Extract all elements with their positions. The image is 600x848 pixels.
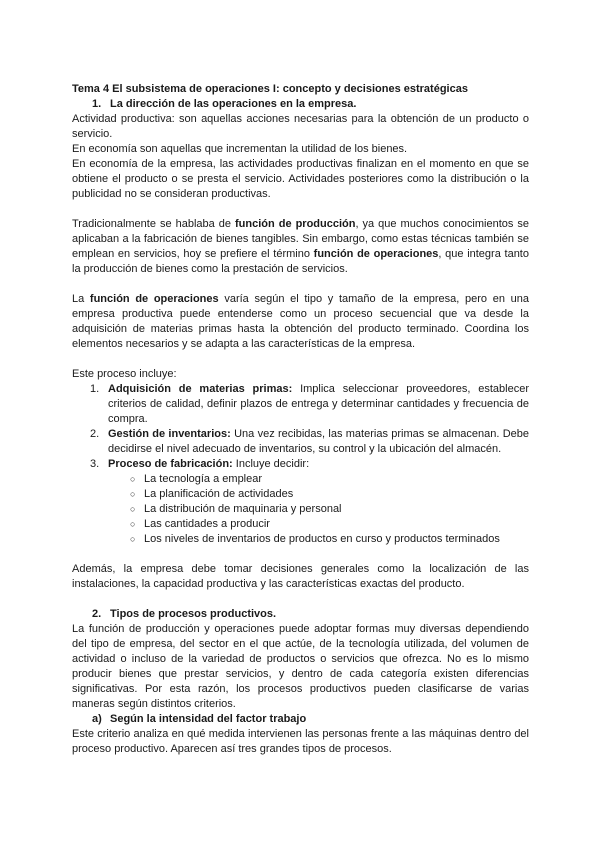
list-item-text: Los niveles de inventarios de productos en curso y productos terminados <box>144 533 500 545</box>
list-item <box>72 382 529 427</box>
section-1-title: La dirección de las operaciones en la empresa. <box>110 98 357 110</box>
list-item <box>72 457 529 472</box>
step-label: Gestión de inventarios: <box>108 428 231 440</box>
list-item <box>72 532 529 547</box>
subsection-a-heading <box>72 712 529 727</box>
process-steps-list <box>72 382 529 472</box>
section-2-heading <box>72 607 529 622</box>
section-2-number: 2. <box>92 608 102 620</box>
list-item <box>72 517 529 532</box>
list-item-text: La distribución de maquinaria y personal <box>144 503 342 515</box>
bold-term: función de operaciones <box>313 248 439 260</box>
circle-bullet-icon: ○ <box>130 489 136 499</box>
list-item <box>72 487 529 502</box>
step-text: Una vez recibidas, las materias primas se almacenan. Debe decidirse el nivel adecuado de inventarios, su control y la ubicación del almacén. <box>108 428 529 455</box>
paragraph-operations-function <box>72 292 529 352</box>
list-item <box>72 472 529 487</box>
circle-bullet-icon: ○ <box>130 504 136 514</box>
step-label: Proceso de fabricación: <box>108 458 233 470</box>
paragraph-process-types: La función de producción y operaciones puede adoptar formas muy diversas dependiendo del tipo de empresa, del sector en el que actúe, de la tecnología utilizada, del volumen de actividad o incluso de la variedad de productos o servicios que ofrezca. No es lo mismo producir bienes que prestar servicios, y dentro de cada categoría existen diferencias significativas. Por esta razón, los procesos productivos pueden clasificarse de varias maneras según distintos criterios. <box>72 623 529 710</box>
paragraph-business-economy: En economía de la empresa, las actividades productivas finalizan en el momento en que se obtiene el producto o se presta el servicio. Actividades posteriores como la distribución o la publicidad no se consideran productivas. <box>72 158 529 200</box>
list-item-text: Las cantidades a producir <box>144 518 270 530</box>
subsection-a-title: Según la intensidad del factor trabajo <box>110 713 307 725</box>
step-text: Incluye decidir: <box>232 458 310 470</box>
paragraph-production-function <box>72 217 529 277</box>
manufacturing-decisions-list <box>72 472 529 547</box>
circle-bullet-icon: ○ <box>130 534 136 544</box>
circle-bullet-icon: ○ <box>130 519 136 529</box>
text-run: , que integra tanto la producción de bienes como la prestación de servicios. <box>72 248 529 275</box>
list-item-text: La planificación de actividades <box>144 488 294 500</box>
section-1-number: 1. <box>92 98 102 110</box>
bold-term: función de producción <box>235 218 356 230</box>
step-label: Adquisición de materias primas: <box>108 383 293 395</box>
list-item-text: La tecnología a emplear <box>144 473 263 485</box>
document-page <box>72 82 529 757</box>
paragraph-process-intro: Este proceso incluye: <box>72 368 177 380</box>
section-2-title: Tipos de procesos productivos. <box>110 608 277 620</box>
step-text: Implica seleccionar proveedores, establecer criterios de calidad, definir plazos de entrega y determinar cantidades y frecuencia de compra. <box>108 383 529 425</box>
paragraph-general-decisions: Además, la empresa debe tomar decisiones generales como la localización de las instalaciones, la capacidad productiva y las características exactas del producto. <box>72 563 529 590</box>
text-run: Tradicionalmente se hablaba de <box>72 218 236 230</box>
list-number: 1. <box>90 383 100 395</box>
list-number: 2. <box>90 428 100 440</box>
paragraph-definition: Actividad productiva: son aquellas acciones necesarias para la obtención de un producto o servicio. <box>72 113 529 140</box>
paragraph-labor-intensity: Este criterio analiza en qué medida intervienen las personas frente a las máquinas dentro del proceso productivo. Aparecen así tres grandes tipos de procesos. <box>72 728 529 755</box>
list-item <box>72 502 529 517</box>
list-item <box>72 427 529 457</box>
document-title: Tema 4 El subsistema de operaciones I: concepto y decisiones estratégicas <box>72 83 468 95</box>
list-number: 3. <box>90 458 100 470</box>
circle-bullet-icon: ○ <box>130 474 136 484</box>
section-1-heading <box>72 97 529 112</box>
bold-term: función de operaciones <box>89 293 219 305</box>
text-run: varía según el tipo y tamaño de la empresa, pero en una empresa productiva puede entenderse como un proceso secuencial que va desde la adquisición de materias primas hasta la obtención del producto terminado. Coordina los elementos necesarios y se adapta a las características de la empresa. <box>72 293 529 350</box>
subsection-a-label: a) <box>92 713 102 725</box>
text-run: La <box>72 293 90 305</box>
text-run: , ya que muchos conocimientos se aplicaban a la fabricación de bienes tangibles. Sin embargo, como estas técnicas también se emplean en servicios, hoy se prefiere el término <box>72 218 529 260</box>
paragraph-economy: En economía son aquellas que incrementan la utilidad de los bienes. <box>72 143 408 155</box>
